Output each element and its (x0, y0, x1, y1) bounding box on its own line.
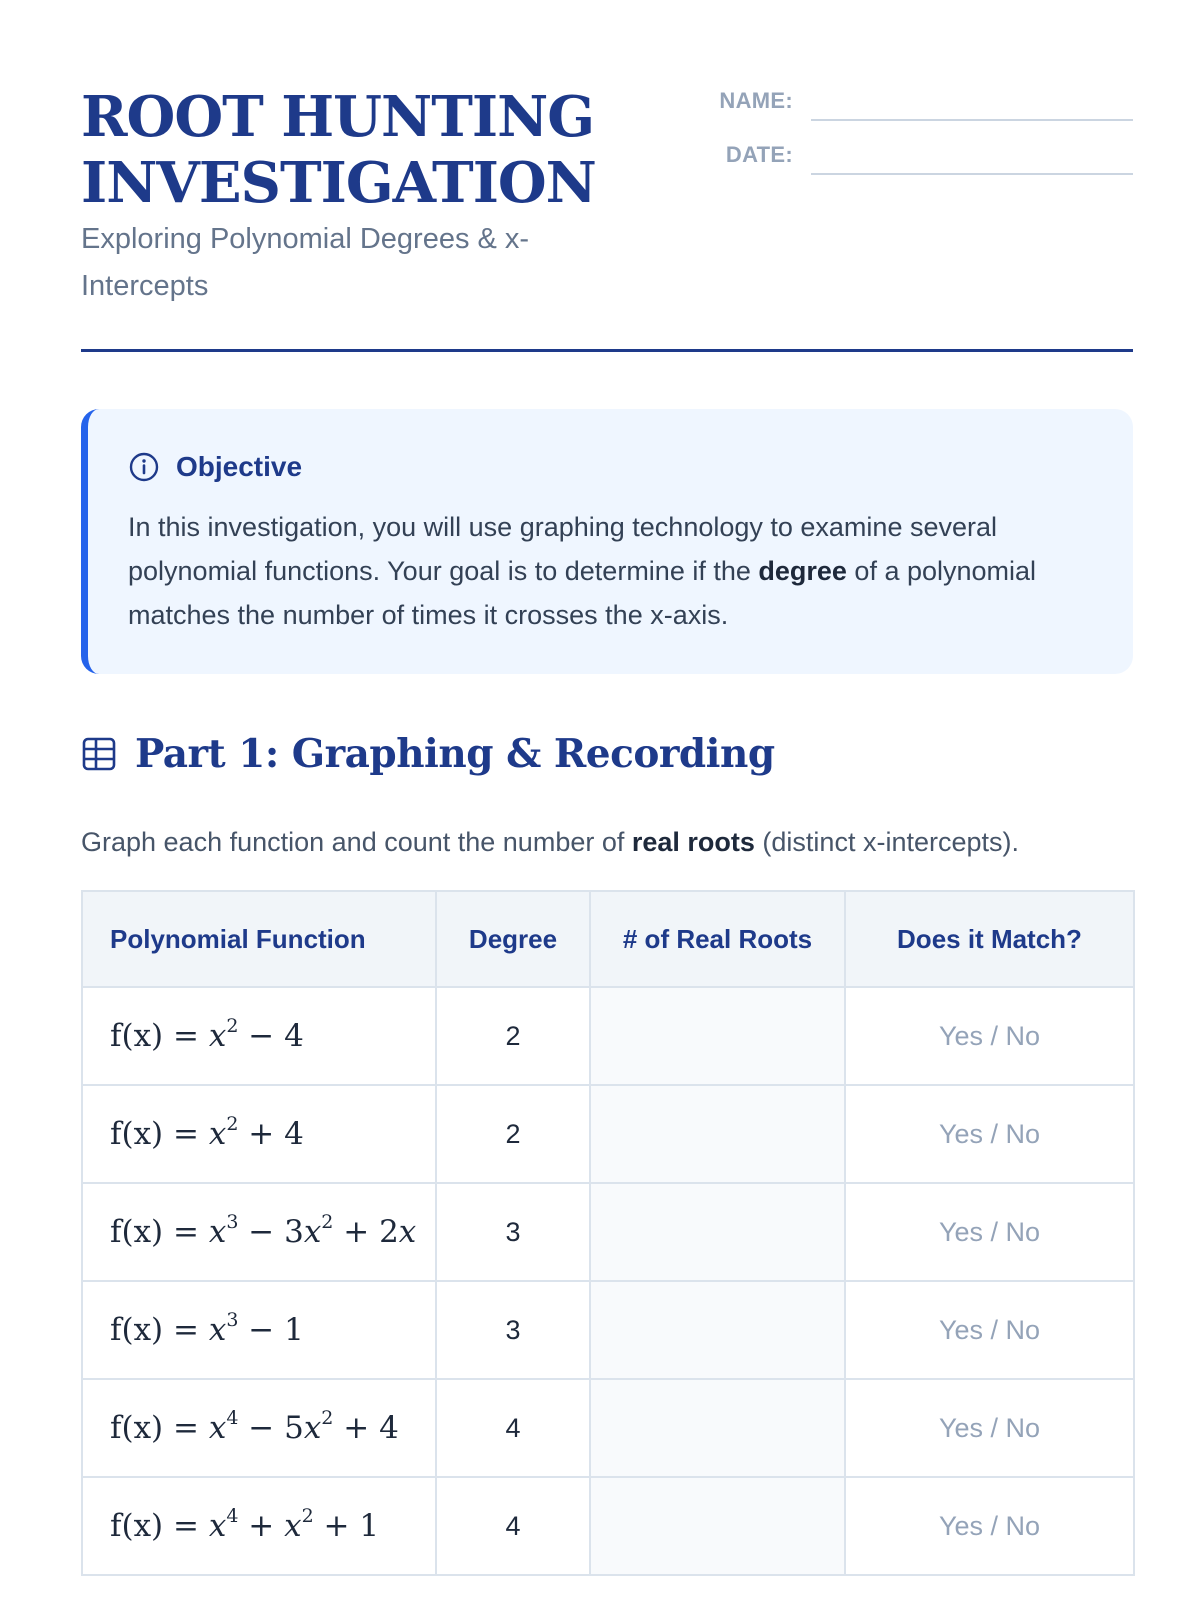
objective-heading (128, 449, 1093, 485)
title-line-2: INVESTIGATION (81, 150, 596, 216)
term-text: + (238, 1508, 285, 1544)
term-text: + 4 (333, 1410, 399, 1446)
real-roots-input-cell[interactable] (590, 1379, 845, 1477)
term-text: + 2 (333, 1214, 399, 1250)
term-text: − 3 (238, 1214, 304, 1250)
real-roots-input-cell[interactable] (590, 1477, 845, 1575)
date-field[interactable] (811, 173, 1133, 175)
objective-box (81, 409, 1133, 674)
variable: x (208, 1214, 227, 1250)
part1-title: Part 1: Graphing & Recording (135, 731, 775, 777)
table-row (82, 1183, 1134, 1281)
part1-heading (81, 728, 775, 780)
student-info-fields (711, 84, 1133, 192)
table-row (82, 1085, 1134, 1183)
page-subtitle: Exploring Polynomial Degrees & x-Intercepts (81, 223, 530, 302)
name-field[interactable] (811, 119, 1133, 121)
table-row (82, 1281, 1134, 1379)
column-header-real-roots: # of Real Roots (590, 891, 845, 987)
objective-text-part-2: of a polynomial matches the number of times it crosses the x-axis. (128, 556, 1037, 630)
variable: x (208, 1410, 227, 1446)
info-icon (128, 451, 160, 483)
objective-text-part-1: In this investigation, you will use graphing technology to examine several polynomial functions. Your goal is to determine if the (128, 512, 997, 586)
exponent: 3 (226, 1309, 239, 1331)
degree-cell: 3 (436, 1281, 590, 1379)
function-lhs: f(x) = (110, 1410, 209, 1446)
real-roots-input-cell[interactable] (590, 1085, 845, 1183)
exponent: 3 (226, 1211, 239, 1233)
objective-text (128, 505, 1088, 637)
function-cell (82, 987, 436, 1085)
function-lhs: f(x) = (110, 1018, 209, 1054)
degree-cell: 4 (436, 1477, 590, 1575)
objective-title: Objective (176, 451, 303, 482)
worksheet-header (81, 0, 1133, 352)
table-row (82, 1477, 1134, 1575)
degree-cell: 2 (436, 987, 590, 1085)
function-lhs: f(x) = (110, 1508, 209, 1544)
date-field-row (711, 138, 1133, 192)
variable: x (208, 1116, 227, 1152)
table-header-row (82, 891, 1134, 987)
exponent: 2 (301, 1505, 314, 1527)
function-cell (82, 1477, 436, 1575)
term-text: + 4 (238, 1116, 304, 1152)
real-roots-input-cell[interactable] (590, 1281, 845, 1379)
part1-desc-bold: real roots (631, 827, 755, 857)
real-roots-input-cell[interactable] (590, 1183, 845, 1281)
function-cell (82, 1183, 436, 1281)
degree-cell: 3 (436, 1183, 590, 1281)
name-field-row (711, 84, 1133, 138)
exponent: 4 (226, 1505, 239, 1527)
match-choice-cell[interactable]: Yes / No (845, 1183, 1134, 1281)
exponent: 2 (226, 1015, 239, 1037)
variable: x (208, 1508, 227, 1544)
match-choice-cell[interactable]: Yes / No (845, 987, 1134, 1085)
variable: x (303, 1214, 322, 1250)
variable: x (284, 1508, 302, 1544)
function-lhs: f(x) = (110, 1214, 209, 1250)
term-text: + 1 (313, 1508, 380, 1544)
part1-instructions (81, 822, 1019, 862)
exponent: 2 (226, 1113, 239, 1135)
real-roots-input-cell[interactable] (590, 987, 845, 1085)
function-cell (82, 1379, 436, 1477)
match-choice-cell[interactable]: Yes / No (845, 1379, 1134, 1477)
match-choice-cell[interactable]: Yes / No (845, 1085, 1134, 1183)
column-header-match: Does it Match? (845, 891, 1134, 987)
table-row (82, 1379, 1134, 1477)
variable: x (303, 1410, 322, 1446)
match-choice-cell[interactable]: Yes / No (845, 1477, 1134, 1575)
table-icon (81, 736, 117, 772)
exponent: 2 (321, 1211, 334, 1233)
table-body (82, 987, 1134, 1575)
term-text: − 4 (238, 1018, 304, 1054)
column-header-function: Polynomial Function (82, 891, 436, 987)
exponent: 2 (321, 1407, 334, 1429)
roots-table (81, 890, 1135, 1576)
function-cell (82, 1281, 436, 1379)
page-title (81, 84, 621, 216)
date-label: DATE: (725, 142, 793, 167)
function-lhs: f(x) = (110, 1312, 209, 1348)
exponent: 4 (226, 1407, 239, 1429)
name-label: NAME: (719, 88, 793, 113)
objective-text-bold: degree (758, 556, 847, 586)
degree-cell: 2 (436, 1085, 590, 1183)
title-line-1: ROOT HUNTING (81, 84, 595, 150)
function-cell (82, 1085, 436, 1183)
term-text: − 5 (238, 1410, 304, 1446)
variable: x (208, 1312, 227, 1348)
function-lhs: f(x) = (110, 1116, 209, 1152)
header-divider (81, 349, 1133, 352)
table-row (82, 987, 1134, 1085)
part1-desc-part-1: Graph each function and count the number of (81, 827, 632, 857)
worksheet-page (81, 0, 1133, 1544)
degree-cell: 4 (436, 1379, 590, 1477)
variable: x (398, 1214, 417, 1250)
variable: x (208, 1018, 227, 1054)
part1-desc-part-2: (distinct x-intercepts). (754, 827, 1019, 857)
term-text: − 1 (238, 1312, 304, 1348)
column-header-degree: Degree (436, 891, 590, 987)
match-choice-cell[interactable]: Yes / No (845, 1281, 1134, 1379)
